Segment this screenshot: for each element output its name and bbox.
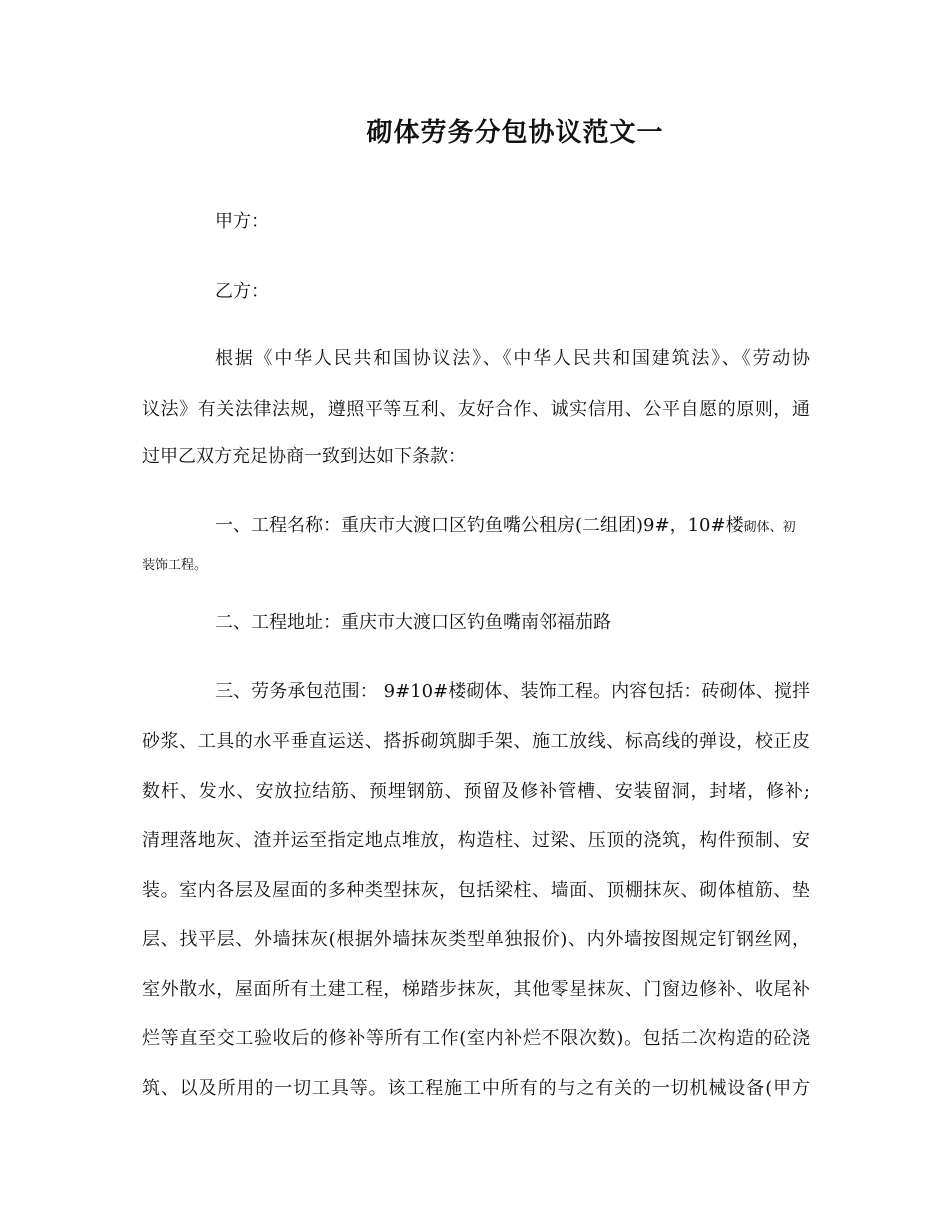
document-title: 砌体劳务分包协议范文一 [366,118,664,148]
item3-line-1: 三、劳务承包范围： 9#10#楼砌体、装饰工程。内容包括：砖砌体、搅拌 [215,681,810,702]
intro-line-2: 议法》有关法律法规，遵照平等互利、友好合作、诚实信用、公平自愿的原则，通 [142,399,810,420]
item3-line-8: 烂等直至交工验收后的修补等所有工作(室内补烂不限次数)。包括二次构造的砼浇 [142,1028,810,1049]
intro-line-3: 过甲乙双方充足协商一致到达如下条款： [142,446,466,467]
item1-main-text: 一、工程名称：重庆市大渡口区钓鱼嘴公租房(二组团)9#，10#楼 [215,515,744,536]
party-b-label: 乙方： [215,281,269,302]
item3-line-6: 层、找平层、外墙抹灰(根据外墙抹灰类型单独报价)、内外墙按图规定钉钢丝网， [142,929,810,950]
item2-line: 二、工程地址：重庆市大渡口区钓鱼嘴南邻福茄路 [215,612,611,633]
item3-line-5: 装。室内各层及屋面的多种类型抹灰，包括梁柱、墙面、顶棚抹灰、砌体植筋、垫 [142,880,810,901]
item3-line-4: 清理落地灰、渣并运至指定地点堆放，构造柱、过梁、压顶的浇筑，构件预制、安 [142,830,810,851]
item1-line [215,515,796,539]
item3-line-2: 砂浆、工具的水平垂直运送、搭拆砌筑脚手架、施工放线、标高线的弹设，校正皮 [142,731,810,752]
item3-line-3: 数杆、发水、安放拉结筋、预埋钢筋、预留及修补管槽、安装留洞，封堵，修补; [142,781,810,802]
item3-line-7: 室外散水，屋面所有土建工程，梯踏步抹灰，其他零星抹灰、门窗边修补、收尾补 [142,979,810,1000]
item1-line-2: 装饰工程。 [142,558,208,573]
intro-line-1: 根据《中华人民共和国协议法》、《中华人民共和国建筑法》、《劳动协 [215,348,810,369]
item1-small-text: 砌体、初 [743,520,796,535]
item3-line-9: 筑、以及所用的一切工具等。该工程施工中所有的与之有关的一切机械设备(甲方 [142,1078,810,1099]
party-a-label: 甲方： [215,211,269,232]
